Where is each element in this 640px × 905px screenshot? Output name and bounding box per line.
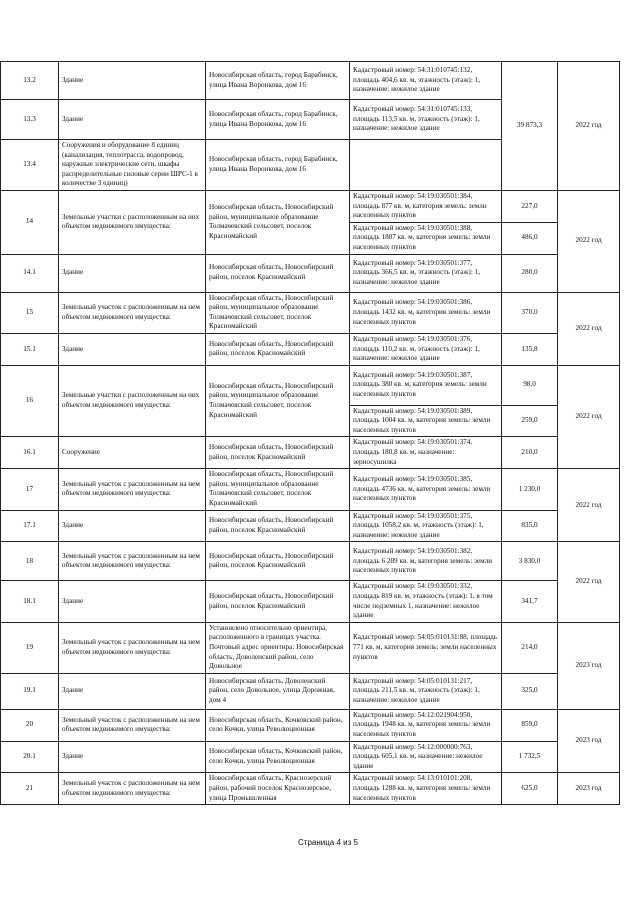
cadastral-description: Кадастровый номер: 54:19:030501:388, площадь 1887 кв. м, категория земель: земли населенных пунктов [350, 222, 502, 254]
book-value: 1 230,0 [502, 469, 558, 510]
object-address: Новосибирская область, Краснозерский район, рабочий поселок Краснозерское, улица Промышленная [206, 773, 350, 805]
object-name: Здание [59, 581, 206, 622]
cadastral-description [350, 140, 502, 191]
object-name: Здание [59, 254, 206, 292]
table-row [1, 292, 620, 333]
table-row [1, 365, 620, 405]
table-row [1, 62, 620, 100]
object-name: Земельные участки с расположенным на них объектом недвижимого имущества: [59, 365, 206, 437]
book-value: 625,0 [502, 773, 558, 805]
object-name: Здание [59, 673, 206, 709]
book-value: 98,0 [502, 365, 558, 405]
object-address: Новосибирская область, Новосибирский район, поселок Красномайский [206, 542, 350, 581]
item-number: 17.1 [1, 510, 59, 542]
sale-year: 2023 год [558, 709, 620, 773]
object-address: Новосибирская область, Новосибирский район, муниципальное образование Толмачевский сельсовет, поселок Красномайский [206, 190, 350, 254]
object-name: Земельный участок с расположенным на нем объектом недвижимого имущества: [59, 709, 206, 741]
object-address: Новосибирская область, Кочковский район, село Кочки, улица Революционная [206, 709, 350, 741]
table-row [1, 709, 620, 741]
table-row [1, 254, 620, 292]
item-number: 19 [1, 622, 59, 673]
object-name: Сооружения и оборудование 8 единиц (канализация, теплотрасса, водопровод, наружные электрические сети, шкафы распределительные силовые серии ШРС-1 в количестве 3 единиц) [59, 140, 206, 191]
item-number: 13.3 [1, 100, 59, 140]
cadastral-description: Кадастровый номер: 54:19:030501:377, площадь 366,5 кв. м, этажность (этаж): 1, назначение: нежилое здание [350, 254, 502, 292]
table-row [1, 190, 620, 222]
cadastral-description: Кадастровый номер: 54:31:010745:132, площадь 404,6 кв. м, этажность (этаж): 1, назначение: нежилое здание [350, 62, 502, 100]
object-name: Здание [59, 741, 206, 773]
book-value: 227,0 [502, 190, 558, 222]
book-value: 135,8 [502, 333, 558, 365]
item-number: 16 [1, 365, 59, 437]
page-footer: Страница 4 из 5 [298, 838, 358, 847]
object-address: Новосибирская область, Новосибирский район, поселок Красномайский [206, 437, 350, 469]
cadastral-description: Кадастровый номер: 54:19:030501:382, площадь 6 289 кв. м, категория земель: земли населенных пунктов [350, 542, 502, 581]
property-table [0, 61, 620, 805]
book-value: 859,0 [502, 709, 558, 741]
object-name: Земельный участок с расположенным на нем объектом недвижимого имущества: [59, 622, 206, 673]
cadastral-description: Кадастровый номер: 54:19:030501:376, площадь 110,2 кв. м, этажность (этаж): 1, назначение: нежилое здание [350, 333, 502, 365]
cadastral-description: Кадастровый номер: 54:31:010745:133, площадь 113,5 кв. м, этажность (этаж): 1, назначение: нежилое здание [350, 100, 502, 140]
sale-year: 2022 год [558, 469, 620, 542]
table-row [1, 622, 620, 673]
object-address: Новосибирская область, Новосибирский район, муниципальное образование Толмачевский сельсовет, поселок Красномайский [206, 292, 350, 333]
object-address: Новосибирская область, Новосибирский район, поселок Красномайский [206, 254, 350, 292]
property-table-body [1, 62, 620, 805]
cadastral-description: Кадастровый номер: 54:12:000000:763, площадь 605,1 кв. м, назначение: нежилое здание [350, 741, 502, 773]
item-number: 21 [1, 773, 59, 805]
sale-year: 2023 год [558, 773, 620, 805]
item-number: 14 [1, 190, 59, 254]
object-name: Здание [59, 333, 206, 365]
item-number: 18 [1, 542, 59, 581]
cadastral-description: Кадастровый номер: 54:19:030501:385, площадь 4736 кв. м, категория земель: земли населенных пунктов [350, 469, 502, 510]
sale-year: 2022 год [558, 190, 620, 292]
book-value: 341,7 [502, 581, 558, 622]
cadastral-description: Кадастровый номер: 54:19:030501:389, площадь 1004 кв. м, категория земель: земли населенных пунктов [350, 405, 502, 437]
book-value: 39 873,3 [502, 62, 558, 191]
item-number: 14.1 [1, 254, 59, 292]
object-address: Новосибирская область, Новосибирский район, муниципальное образование Толмачевский сельсовет, поселок Красномайский [206, 469, 350, 510]
table-row [1, 673, 620, 709]
object-name: Земельный участок с расположенным на нем объектом недвижимого имущества: [59, 773, 206, 805]
object-name: Земельные участки с расположенным на них объектом недвижимого имущества: [59, 190, 206, 254]
book-value: 1 732,5 [502, 741, 558, 773]
item-number: 15.1 [1, 333, 59, 365]
cadastral-description: Кадастровый номер: 54:19:030501:384, площадь 877 кв. м, категория земель: земли населенных пунктов [350, 190, 502, 222]
cadastral-description: Кадастровый номер: 54:19:030501:332, площадь 819 кв. м, этажность (этаж): 1, в том числе подземных 1, назначение: нежилое здание [350, 581, 502, 622]
book-value: 210,0 [502, 437, 558, 469]
book-value: 214,0 [502, 622, 558, 673]
object-address: Новосибирская область, город Барабинск, улица Ивана Воронкова, дом 16 [206, 140, 350, 191]
table-row [1, 333, 620, 365]
sale-year: 2023 год [558, 622, 620, 709]
cadastral-description: Кадастровый номер: 54:05:010131:88, площадь 771 кв. м, категория земель: земли населенных пунктов [350, 622, 502, 673]
cadastral-description: Кадастровый номер: 54:19:030501:374, площадь 180,8 кв. м, назначение: зерносушилка [350, 437, 502, 469]
book-value: 3 830,0 [502, 542, 558, 581]
book-value: 835,0 [502, 510, 558, 542]
cadastral-description: Кадастровый номер: 54:12:021904:950, площадь 1948 кв. м, категория земель: земли населенных пунктов [350, 709, 502, 741]
item-number: 20.1 [1, 741, 59, 773]
item-number: 16.1 [1, 437, 59, 469]
cadastral-description: Кадастровый номер: 54:19:030501:375, площадь 1058,2 кв. м, этажность (этаж): 1, назначение: нежилое здание [350, 510, 502, 542]
table-row [1, 542, 620, 581]
object-address: Новосибирская область, Новосибирский район, поселок Красномайский [206, 581, 350, 622]
object-address: Новосибирская область, Доволенский район, село Довольное, улица Дорожная, дом 4 [206, 673, 350, 709]
book-value: 280,0 [502, 254, 558, 292]
object-name: Здание [59, 100, 206, 140]
object-name: Здание [59, 62, 206, 100]
item-number: 18.1 [1, 581, 59, 622]
item-number: 17 [1, 469, 59, 510]
item-number: 20 [1, 709, 59, 741]
table-row [1, 510, 620, 542]
object-address: Новосибирская область, город Барабинск, улица Ивана Воронкова, дом 16 [206, 100, 350, 140]
table-row [1, 741, 620, 773]
sale-year: 2022 год [558, 542, 620, 622]
object-address: Новосибирская область, город Барабинск, улица Ивана Воронкова, дом 16 [206, 62, 350, 100]
cadastral-description: Кадастровый номер: 54:05:010131:217, площадь 211,5 кв. м, этажность (этаж): 1, назначение: нежилое здание [350, 673, 502, 709]
object-name: Земельный участок с расположенным на нем объектом недвижимого имущества: [59, 542, 206, 581]
cadastral-description: Кадастровый номер: 54:19:030501:387, площадь 380 кв. м, категория земель: земли населенных пунктов [350, 365, 502, 405]
book-value: 259,0 [502, 405, 558, 437]
table-row [1, 437, 620, 469]
sale-year: 2022 год [558, 292, 620, 365]
item-number: 13.2 [1, 62, 59, 100]
book-value: 486,0 [502, 222, 558, 254]
object-address: Новосибирская область, Новосибирский район, поселок Красномайский [206, 510, 350, 542]
cadastral-description: Кадастровый номер: 54:19:030501:386, площадь 1432 кв. м, категория земель: земли населенных пунктов [350, 292, 502, 333]
object-address: Новосибирская область, Кочковский район, село Кочки, улица Революционная [206, 741, 350, 773]
table-row [1, 581, 620, 622]
object-address: Новосибирская область, Новосибирский район, поселок Красномайский [206, 333, 350, 365]
cadastral-description: Кадастровый номер: 54:13:010101:208, площадь 1288 кв. м, категория земель: земли населенных пунктов [350, 773, 502, 805]
sale-year: 2022 год [558, 62, 620, 191]
object-name: Земельный участок с расположенным на нем объектом недвижимого имущества: [59, 292, 206, 333]
book-value: 325,0 [502, 673, 558, 709]
item-number: 15 [1, 292, 59, 333]
object-name: Сооружение [59, 437, 206, 469]
table-row [1, 773, 620, 805]
object-address: Установлено относительно ориентира, расположенного в границах участка. Почтовый адрес ориентира: Новосибирская область, Доволенский район, село Довольное [206, 622, 350, 673]
item-number: 13.4 [1, 140, 59, 191]
object-name: Здание [59, 510, 206, 542]
object-address: Новосибирская область, Новосибирский район, муниципальное образование Толмачевский сельсовет, поселок Красномайский [206, 365, 350, 437]
object-name: Земельный участок с расположенным на нем объектом недвижимого имущества: [59, 469, 206, 510]
sale-year: 2022 год [558, 365, 620, 469]
item-number: 19.1 [1, 673, 59, 709]
table-row [1, 469, 620, 510]
book-value: 370,0 [502, 292, 558, 333]
